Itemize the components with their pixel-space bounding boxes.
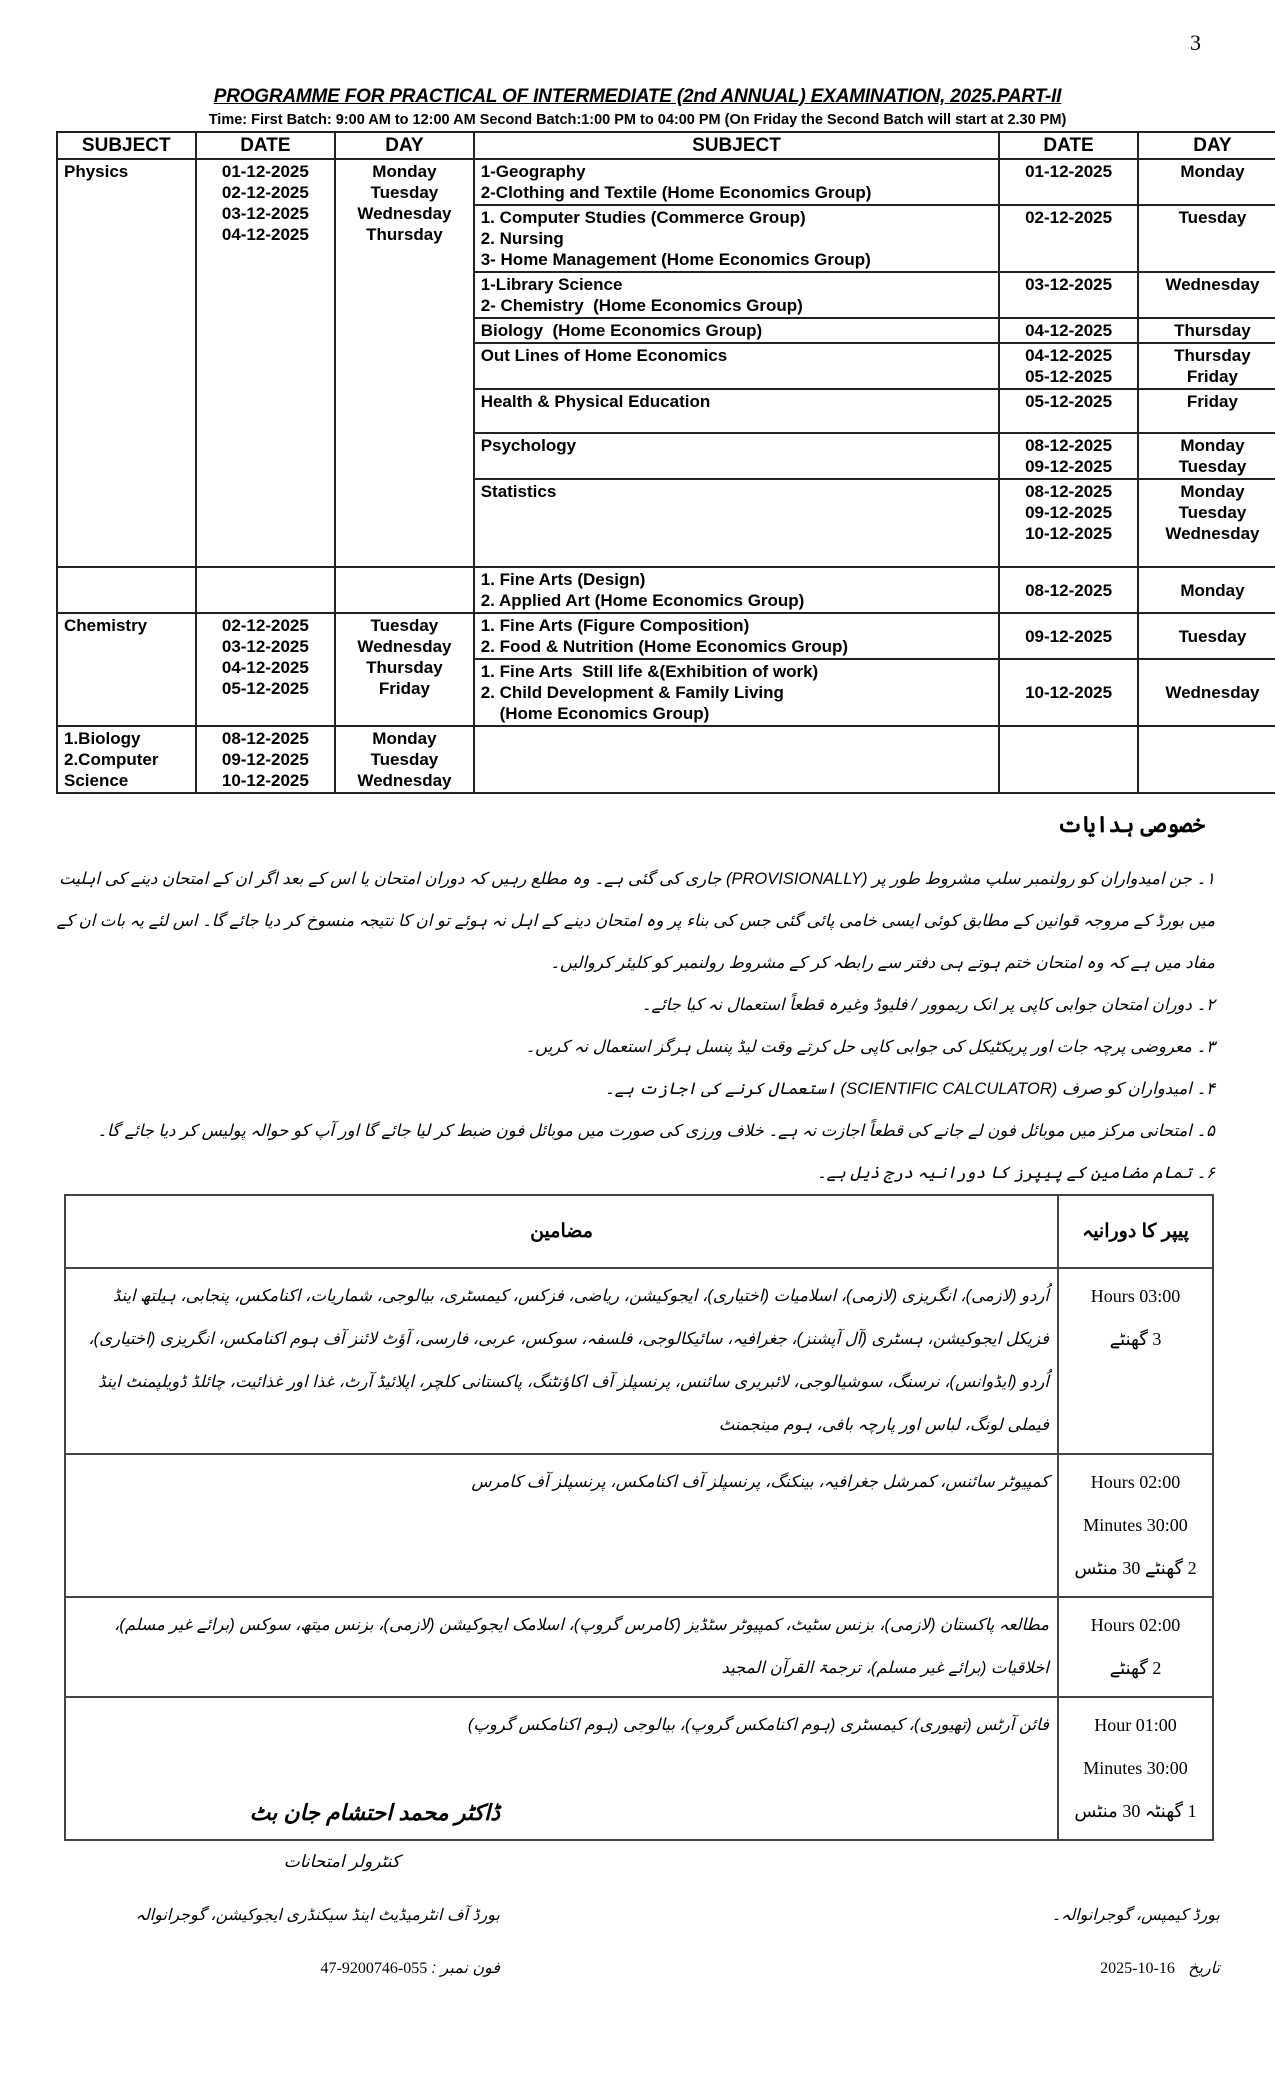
duration-row [65, 1597, 1213, 1697]
right-subject-cell-line: 3- Home Management (Home Economics Group) [480, 250, 871, 269]
left-day-cell-line: Tuesday [370, 183, 439, 202]
right-day-cell-line: Friday [1186, 392, 1238, 411]
schedule-row [57, 159, 1275, 205]
left-day-cell [335, 613, 474, 726]
right-subject-cell-line: 2. Nursing [480, 229, 564, 248]
right-date-cell-line: 03-12-2025 [1025, 275, 1113, 294]
schedule-row [57, 613, 1275, 659]
instruction-item: ۵۔ امتحانی مرکز میں موبائل فون لے جانے کی قطعاً اجازت نہ ہے۔ خلاف ورزی کی صورت میں موبائل فون ضبط کر لیا جائے گا اور آپ کو حوالہ پولیس کر دیا جائے گا۔ [97, 1122, 1215, 1140]
right-day-cell [1138, 205, 1275, 272]
right-date-cell-line: 09-12-2025 [1025, 626, 1113, 646]
left-day-cell-line: Thursday [366, 225, 443, 244]
right-subject-cell-line: 1. Fine Arts Still life &(Exhibition of work) [480, 662, 819, 681]
duration-cell [1058, 1597, 1213, 1697]
duration-line: 3 گھنٹے [1109, 1329, 1162, 1349]
header-date-left: DATE [196, 132, 336, 159]
right-date-cell-line: 08-12-2025 [1025, 580, 1113, 600]
left-day-cell-line: Wednesday [357, 771, 452, 790]
left-subject-cell-line: Chemistry [64, 616, 148, 635]
right-date-cell [999, 205, 1138, 272]
issue-date-line [900, 1958, 1220, 1978]
right-date-cell [999, 567, 1138, 613]
right-date-cell [999, 272, 1138, 318]
subjects-cell: مطالعہ پاکستان (لازمی)، بزنس سٹیٹ، کمپیوٹر سٹڈیز (کامرس گروپ)، اسلامک ایجوکیشن (لازمی)، بزنس میتھ، سوکس (برائے غیر مسلم)، اخلاقیات (برائے غیر مسلم)، ترجمۃ القرآن المجید [65, 1597, 1058, 1697]
right-date-cell [999, 343, 1138, 389]
duration-line: 30:00 Minutes [1083, 1758, 1188, 1778]
header-subjects: مضامین [65, 1195, 1058, 1268]
left-day-cell-line: Tuesday [370, 616, 439, 635]
duration-header-row [65, 1195, 1213, 1268]
right-subject-cell-line: Out Lines of Home Economics [480, 346, 728, 365]
left-subject-cell [57, 159, 196, 567]
right-subject-cell-line: 1. Fine Arts (Design) [480, 570, 646, 589]
right-subject-cell-line: 2. Food & Nutrition (Home Economics Group) [480, 637, 849, 656]
right-day-cell-line: Tuesday [1178, 503, 1247, 522]
left-date-cell-line: 03-12-2025 [221, 637, 309, 656]
instructions-list [55, 858, 1215, 1194]
left-subject-cell [57, 726, 196, 793]
right-subject-cell-line: 2-Clothing and Textile (Home Economics Group) [480, 183, 872, 202]
document-title: PROGRAMME FOR PRACTICAL OF INTERMEDIATE (2nd ANNUAL) EXAMINATION, 2025.PART-II [213, 86, 1062, 107]
right-day-cell-line: Tuesday [1178, 626, 1247, 646]
header-subject-left: SUBJECT [57, 132, 196, 159]
header-day-right: DAY [1138, 132, 1275, 159]
right-subject-cell-line: Biology (Home Economics Group) [480, 321, 763, 340]
left-date-cell [196, 159, 336, 567]
duration-line: 01:00 Hour [1094, 1715, 1177, 1735]
subjects-cell: اُردو (لازمی)، انگریزی (لازمی)، اسلامیات (اختیاری)، ایجوکیشن، ریاضی، فزکس، کیمسٹری، بیالوجی، شماریات، اکنامکس، پنجابی، ہیلتھ اینڈ فزیکل ایجوکیشن، ہسٹری (آل آپشنز)، جغرافیہ، سائیکالوجی، فلسفہ، سوکس، عربی، فارسی، آؤٹ لائنز آف ہوم اکنامکس، انگریزی (اختیاری)، اُردو (ایڈوانس)، نرسنگ، سوشیالوجی، لائبریری سائنس، پرنسپلز آف اکاؤنٹنگ، پاکستانی کلچر، اپلائیڈ آرٹ، غذا اور غذائیت، چائلڈ ڈویلپمنٹ اینڈ فیملی لونگ، لباس اور پارچہ بافی، ہوم مینجمنٹ [65, 1268, 1058, 1454]
left-day-cell-line: Tuesday [370, 750, 439, 769]
left-date-cell-line: 01-12-2025 [221, 162, 309, 181]
right-day-cell [1138, 343, 1275, 389]
right-subject-cell [474, 433, 1000, 479]
right-subject-cell-line: Statistics [480, 482, 557, 501]
duration-line: 02:00 Hours [1090, 1615, 1181, 1635]
phone-line [100, 1958, 500, 1978]
left-date-cell-line: 02-12-2025 [221, 616, 309, 635]
left-day-cell [335, 726, 474, 793]
right-day-cell [1138, 433, 1275, 479]
controller-name: ڈاکٹر محمد احتشام جان بٹ [249, 1800, 500, 1825]
right-subject-cell-line: 2. Applied Art (Home Economics Group) [480, 591, 805, 610]
left-subject-cell-line: Science [64, 771, 129, 790]
duration-row [65, 1454, 1213, 1597]
right-date-cell-line: 04-12-2025 [1025, 321, 1113, 340]
duration-line: 30:00 Minutes [1083, 1515, 1188, 1535]
right-date-cell-line: 04-12-2025 [1025, 346, 1113, 365]
right-subject-cell [474, 613, 1000, 659]
right-day-cell [1138, 659, 1275, 726]
left-date-cell-line: 05-12-2025 [221, 679, 309, 698]
issue-date: 16-10-2025 [1100, 1960, 1175, 1977]
duration-line: 1 گھنٹہ 30 منٹس [1074, 1801, 1197, 1821]
right-day-cell [1138, 567, 1275, 613]
page-number: 3 [1190, 30, 1201, 55]
right-day-cell [1138, 318, 1275, 343]
right-date-cell-line: 10-12-2025 [1025, 683, 1113, 702]
right-day-cell-line: Wednesday [1165, 524, 1260, 543]
subjects-cell: کمپیوٹر سائنس، کمرشل جغرافیہ، بینکنگ، پرنسپلز آف اکنامکس، پرنسپلز آف کامرس [65, 1454, 1058, 1597]
right-subject-cell [474, 272, 1000, 318]
right-subject-cell [474, 479, 1000, 567]
left-day-cell-line: Thursday [366, 658, 443, 677]
left-date-cell-line: 10-12-2025 [221, 771, 309, 790]
duration-cell [1058, 1454, 1213, 1597]
right-date-cell [999, 479, 1138, 567]
right-subject-cell [474, 389, 1000, 433]
duration-cell [1058, 1268, 1213, 1454]
right-date-cell [999, 433, 1138, 479]
right-subject-cell [474, 159, 1000, 205]
subjects-cell: فائن آرٹس (تھیوری)، کیمسٹری (ہوم اکنامکس گروپ)، بیالوجی (ہوم اکنامکس گروپ) [65, 1697, 1058, 1840]
duration-cell [1058, 1697, 1213, 1840]
left-date-cell-line: 08-12-2025 [221, 729, 309, 748]
right-subject-cell-line: Psychology [480, 436, 577, 455]
date-label: تاریخ [1188, 1960, 1220, 1977]
right-day-cell-line: Thursday [1174, 346, 1251, 365]
header-subject-right: SUBJECT [474, 132, 1000, 159]
right-subject-cell-line: 1-Library Science [480, 275, 623, 294]
left-subject-cell-line: Physics [64, 162, 129, 181]
right-date-cell-line: 10-12-2025 [1025, 524, 1113, 543]
right-day-cell-line: Monday [1180, 482, 1245, 501]
phone-label: فون نمبر : [431, 1960, 500, 1977]
practical-schedule-table [56, 131, 1275, 794]
right-subject-cell [474, 567, 1000, 613]
right-day-cell [1138, 726, 1275, 793]
header-duration: پیپر کا دورانیہ [1058, 1195, 1213, 1268]
right-date-cell-line: 09-12-2025 [1025, 503, 1113, 522]
right-day-cell-line: Tuesday [1178, 457, 1247, 476]
right-date-cell-line: 05-12-2025 [1025, 367, 1113, 386]
right-subject-cell [474, 726, 1000, 793]
left-subject-cell [57, 613, 196, 726]
instruction-item: ۲۔ دوران امتحان جوابی کاپی پر انک ریموور / فلیوڈ وغیرہ قطعاً استعمال نہ کیا جائے۔ [641, 996, 1215, 1014]
controller-designation: کنٹرولر امتحانات [283, 1852, 400, 1871]
right-day-cell-line: Wednesday [1165, 683, 1260, 702]
left-subject-cell-line: 2.Computer [64, 750, 159, 769]
left-day-cell [335, 567, 474, 613]
left-day-cell-line: Wednesday [357, 637, 452, 656]
right-date-cell-line: 02-12-2025 [1025, 208, 1113, 227]
paper-duration-table [64, 1194, 1214, 1841]
right-subject-cell [474, 205, 1000, 272]
right-date-cell-line: 08-12-2025 [1025, 436, 1113, 455]
instruction-item: ۱۔ جن امیدواران کو رولنمبر سلپ مشروط طور پر (PROVISIONALLY) جاری کی گئی ہے۔ وہ مطلع رہیں کہ دوران امتحان یا اس کے بعد اگر ان کے امتحان دینے کی اہلیت میں بورڈ کے مروجہ قوانین کے مطابق کوئی ایسی خامی پائی گئی جس کی بناء پر وہ امتحان دینے کے اہل نہ ہوئے تو ان کا نتیجہ منسوخ کر دیا جائے گا۔ اس لئے یہ بات ان کے مفاد میں ہے کہ وہ امتحان ختم ہوتے ہی دفتر سے رابطہ کر کے مشروط رولنمبر کو کلیئر کروالیں۔ [56, 870, 1215, 972]
schedule-row [57, 567, 1275, 613]
header-day-left: DAY [335, 132, 474, 159]
right-date-cell [999, 389, 1138, 433]
right-day-cell-line: Tuesday [1178, 208, 1247, 227]
board-campus: بورڈ کیمپس، گوجرانوالہ۔ [1051, 1907, 1220, 1924]
phone-number: 055-9200746-47 [320, 1960, 428, 1977]
right-subject-cell-line: 1-Geography [480, 162, 586, 181]
batch-timing: Time: First Batch: 9:00 AM to 12:00 AM Second Batch:1:00 PM to 04:00 PM (On Friday the Second Batch will start at 2.30 PM) [208, 112, 1067, 128]
header-date-right: DATE [999, 132, 1138, 159]
right-date-cell [999, 659, 1138, 726]
duration-line: 03:00 Hours [1090, 1286, 1181, 1306]
left-date-cell [196, 567, 336, 613]
special-instructions-heading: خصوصی ہدایات [1057, 812, 1205, 837]
duration-line: 2 گھنٹے [1109, 1658, 1162, 1678]
right-day-cell-line: Wednesday [1165, 275, 1260, 294]
right-day-cell-line: Friday [1186, 367, 1238, 386]
right-subject-cell-line: Health & Physical Education [480, 392, 711, 411]
right-date-cell-line: 01-12-2025 [1025, 162, 1113, 181]
schedule-row [57, 726, 1275, 793]
left-subject-cell [57, 567, 196, 613]
right-date-cell [999, 159, 1138, 205]
duration-line: 2 گھنٹے 30 منٹس [1074, 1558, 1197, 1578]
left-day-cell-line: Friday [378, 679, 430, 698]
right-subject-cell-line: 1. Computer Studies (Commerce Group) [480, 208, 806, 227]
right-day-cell-line: Monday [1180, 162, 1245, 181]
right-subject-cell [474, 659, 1000, 726]
right-subject-cell-line: (Home Economics Group) [480, 704, 710, 723]
left-date-cell-line: 04-12-2025 [221, 225, 309, 244]
left-date-cell-line: 04-12-2025 [221, 658, 309, 677]
left-date-cell-line: 03-12-2025 [221, 204, 309, 223]
right-date-cell-line: 05-12-2025 [1025, 392, 1113, 411]
right-date-cell [999, 613, 1138, 659]
right-day-cell [1138, 479, 1275, 567]
left-day-cell [335, 159, 474, 567]
right-date-cell-line: 08-12-2025 [1025, 482, 1113, 501]
right-subject-cell-line: 2. Child Development & Family Living [480, 683, 784, 702]
right-date-cell [999, 318, 1138, 343]
right-date-cell-line: 09-12-2025 [1025, 457, 1113, 476]
left-subject-cell-line: 1.Biology [64, 729, 141, 748]
right-subject-cell-line: 1. Fine Arts (Figure Composition) [480, 616, 750, 635]
right-day-cell [1138, 389, 1275, 433]
left-date-cell [196, 726, 336, 793]
right-date-cell [999, 726, 1138, 793]
right-day-cell [1138, 159, 1275, 205]
instruction-item: ۴۔ امیدواران کو صرف (SCIENTIFIC CALCULATOR) استعمال کرنے کی اجازت ہے۔ [604, 1080, 1215, 1098]
duration-row [65, 1268, 1213, 1454]
duration-line: 02:00 Hours [1090, 1472, 1181, 1492]
left-date-cell-line: 09-12-2025 [221, 750, 309, 769]
right-subject-cell [474, 343, 1000, 389]
right-day-cell-line: Monday [1180, 580, 1245, 600]
left-day-cell-line: Monday [372, 162, 437, 181]
instruction-item: ۶۔ تمام مضامین کے پیپرز کا دورانیہ درج ذیل ہے۔ [816, 1164, 1215, 1182]
schedule-header-row [57, 132, 1275, 159]
right-day-cell-line: Monday [1180, 436, 1245, 455]
right-subject-cell [474, 318, 1000, 343]
instruction-item: ۳۔ معروضی پرچہ جات اور پریکٹیکل کی جوابی کاپی حل کرتے وقت لیڈ پنسل ہرگز استعمال نہ کریں۔ [525, 1038, 1215, 1056]
right-day-cell-line: Thursday [1174, 321, 1251, 340]
right-day-cell [1138, 272, 1275, 318]
left-day-cell-line: Monday [372, 729, 437, 748]
left-date-cell [196, 613, 336, 726]
left-date-cell-line: 02-12-2025 [221, 183, 309, 202]
right-day-cell [1138, 613, 1275, 659]
right-subject-cell-line: 2- Chemistry (Home Economics Group) [480, 296, 803, 315]
left-day-cell-line: Wednesday [357, 204, 452, 223]
board-name: بورڈ آف انٹرمیڈیٹ اینڈ سیکنڈری ایجوکیشن، گوجرانوالہ [135, 1907, 500, 1924]
